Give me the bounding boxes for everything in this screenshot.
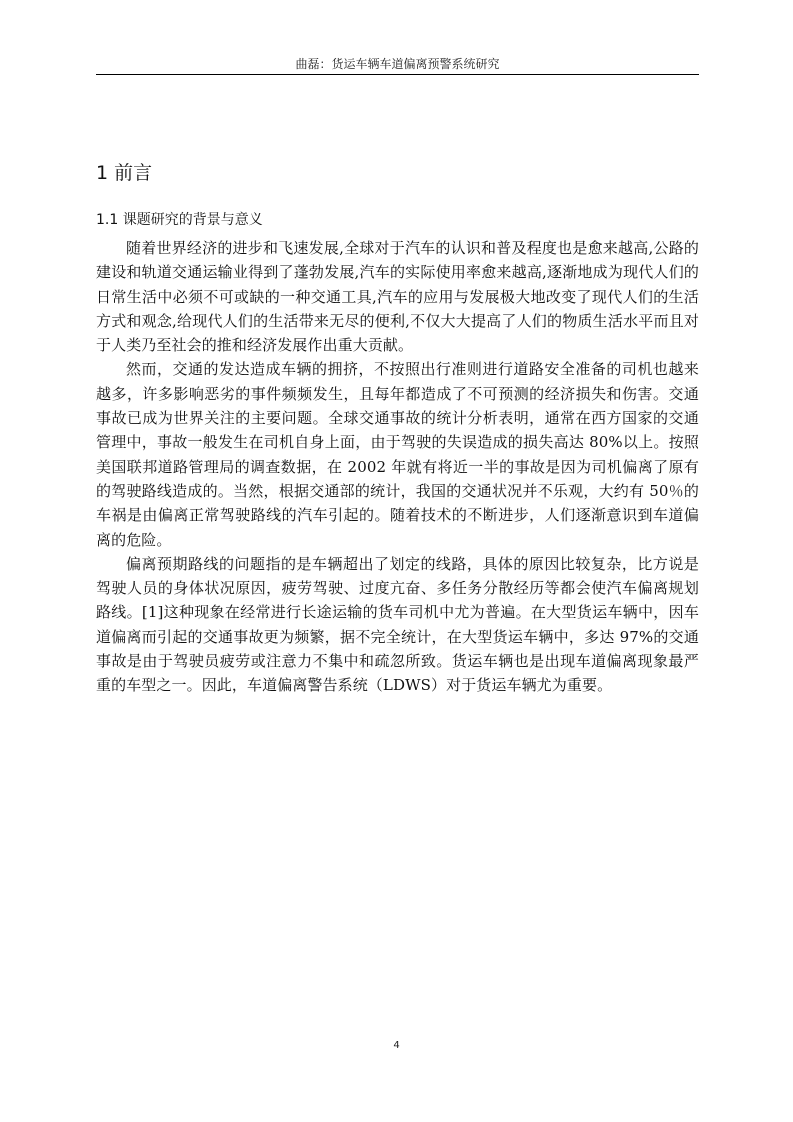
header-rule [96, 74, 699, 75]
paragraph-traffic-accidents: 然而，交通的发达造成车辆的拥挤，不按照出行准则进行道路安全准备的司机也越来越多，许多影响恶劣的事件频频发生，且每年都造成了不可预测的经济损失和伤害。交通事故已成为世界关注的主要问题。全球交通事故的统计分析表明，通常在西方国家的交通管理中，事故一般发生在司机自身上面，由于驾驶的失误造成的损失高达 80%以上。按照美国联邦道路管理局的调查数据，在 2002 年就有将近一半的事故是因为司机偏离了原有的驾驶路线造成的。当然，根据交通部的统计，我国的交通状况并不乐观，大约有 50％的车祸是由偏离正常驾驶路线的汽车引起的。随着技术的不断进步，人们逐渐意识到车道偏离的危险。 [96, 360, 699, 549]
body-text [96, 236, 699, 698]
paragraph-background: 随着世界经济的进步和飞速发展,全球对于汽车的认识和普及程度也是愈来越高,公路的建设和轨道交通运输业得到了蓬勃发展,汽车的实际使用率愈来越高,逐渐地成为现代人们的日常生活中必须不可或缺的一种交通工具,汽车的应用与发展极大地改变了现代人们的生活方式和观念,给现代人们的生活带来无尽的便利,不仅大大提高了人们的物质生活水平而且对于人类乃至社会的推和经济发展作出重大贡献。 [96, 239, 699, 355]
running-header: 曲磊：货运车辆车道偏离预警系统研究 [295, 57, 500, 71]
page-number: 4 [393, 1040, 400, 1051]
paragraph-lane-departure: 偏离预期路线的问题指的是车辆超出了划定的线路，具体的原因比较复杂，比方说是驾驶人员的身体状况原因，疲劳驾驶、过度亢奋、多任务分散经历等都会使汽车偏离规划路线。[1]这种现象在经常进行长途运输的货车司机中尤为普遍。在大型货运车辆中，因车道偏离而引起的交通事故更为频繁，据不完全统计，在大型货运车辆中，多达 97%的交通事故是由于驾驶员疲劳或注意力不集中和疏忽所致。货运车辆也是出现车道偏离现象最严重的车型之一。因此，车道偏离警告系统（LDWS）对于货运车辆尤为重要。 [96, 554, 699, 695]
chapter-title: 1 前言 [96, 162, 153, 184]
section-title: 1.1 课题研究的背景与意义 [96, 212, 263, 228]
